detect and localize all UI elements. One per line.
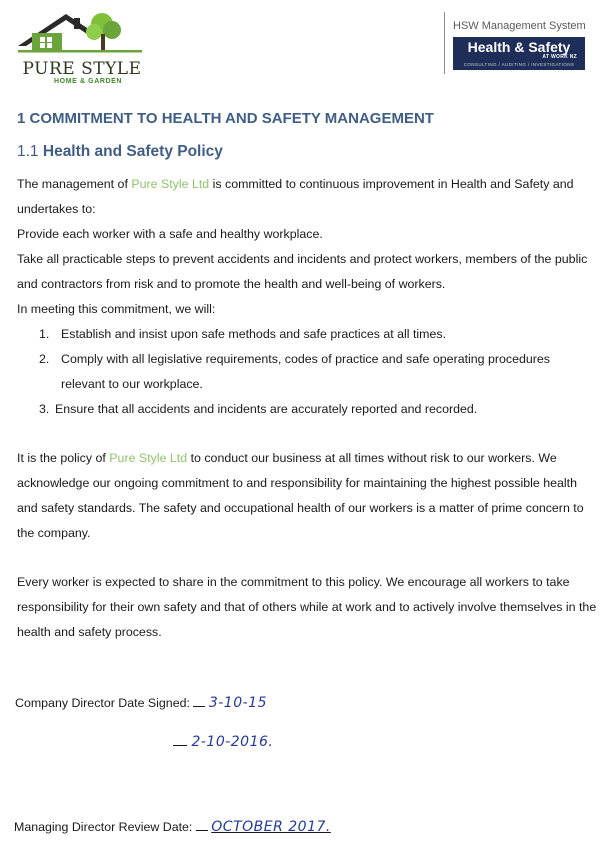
paragraph-policy bbox=[17, 446, 597, 546]
policy-text-post: to conduct our business at all times without risk to our workers. We acknowledge our ongoing commitment to and responsibility for maintaining the highest possible health and safety standards. The safety and occupational health of our workers is a matter of prime concern to the company. bbox=[17, 451, 584, 540]
director-date-second-line bbox=[173, 733, 273, 751]
list-text: Establish and insist upon safe methods and safe practices at all times. bbox=[61, 327, 447, 341]
logo-name: PURE STYLE bbox=[22, 59, 142, 79]
paragraph-intro bbox=[17, 172, 597, 222]
company-name: Pure Style Ltd bbox=[109, 451, 188, 465]
director-signature-line bbox=[15, 694, 267, 711]
policy-body bbox=[17, 172, 597, 645]
list-number: 2. bbox=[39, 352, 50, 366]
subsection-title: Health and Safety Policy bbox=[42, 143, 223, 160]
health-safety-badge bbox=[453, 37, 585, 70]
list-number: 3. bbox=[39, 402, 50, 416]
intro-text-pre: The management of bbox=[17, 177, 132, 191]
paragraph-practicable: Take all practicable steps to prevent accidents and incidents and protect workers, members of the public and contractors from risk and to promote the health and well-being of workers. bbox=[17, 252, 588, 291]
paragraph-provide: Provide each worker with a safe and healthy workplace. bbox=[17, 227, 323, 241]
commitment-list bbox=[17, 322, 597, 422]
paragraph-every-worker: Every worker is expected to share in the commitment to this policy. We encourage all workers to take responsibility for their own safety and that of others while at work and to actively involve themselves in the health and safety process. bbox=[17, 575, 597, 639]
subsection-number: 1.1 bbox=[17, 143, 39, 160]
subsection-heading bbox=[17, 143, 223, 161]
managing-date-handwritten: OCTOBER 2017. bbox=[211, 819, 331, 835]
intro-text-post: is committed to continuous improvement in Health and Safety and undertakes to: bbox=[17, 177, 574, 216]
list-item bbox=[17, 397, 597, 422]
list-item bbox=[17, 347, 597, 397]
hsw-system-title: HSW Management System bbox=[453, 20, 586, 32]
director-date-2-handwritten: 2-10-2016. bbox=[191, 734, 274, 750]
badge-services: CONSULTING / AUDITING / INVESTIGATIONS bbox=[463, 62, 575, 67]
badge-sub: AT WORK NZ bbox=[542, 54, 577, 60]
list-text: Comply with all legislative requirements, codes of practice and safe operating procedures relevant to our workplace. bbox=[61, 352, 550, 391]
section-heading: 1 COMMITMENT TO HEALTH AND SAFETY MANAGEMENT bbox=[17, 110, 434, 127]
policy-text-pre: It is the policy of bbox=[17, 451, 110, 465]
logo-tagline: HOME & GARDEN bbox=[54, 78, 123, 85]
managing-date-label: Managing Director Review Date: bbox=[14, 820, 193, 834]
managing-director-review-line bbox=[14, 818, 331, 835]
company-name: Pure Style Ltd bbox=[131, 177, 210, 191]
list-item bbox=[17, 322, 597, 347]
paragraph-meeting: In meeting this commitment, we will: bbox=[17, 302, 216, 316]
pure-style-logo bbox=[14, 6, 150, 86]
list-number: 1. bbox=[39, 327, 50, 341]
list-text: Ensure that all accidents and incidents are accurately reported and recorded. bbox=[55, 402, 478, 416]
hsw-header bbox=[444, 12, 595, 74]
director-date-label: Company Director Date Signed: bbox=[15, 696, 190, 710]
house-tree-icon bbox=[14, 6, 150, 64]
badge-brand: Health & Safety bbox=[467, 39, 571, 55]
director-date-handwritten: 3-10-15 bbox=[208, 695, 267, 711]
